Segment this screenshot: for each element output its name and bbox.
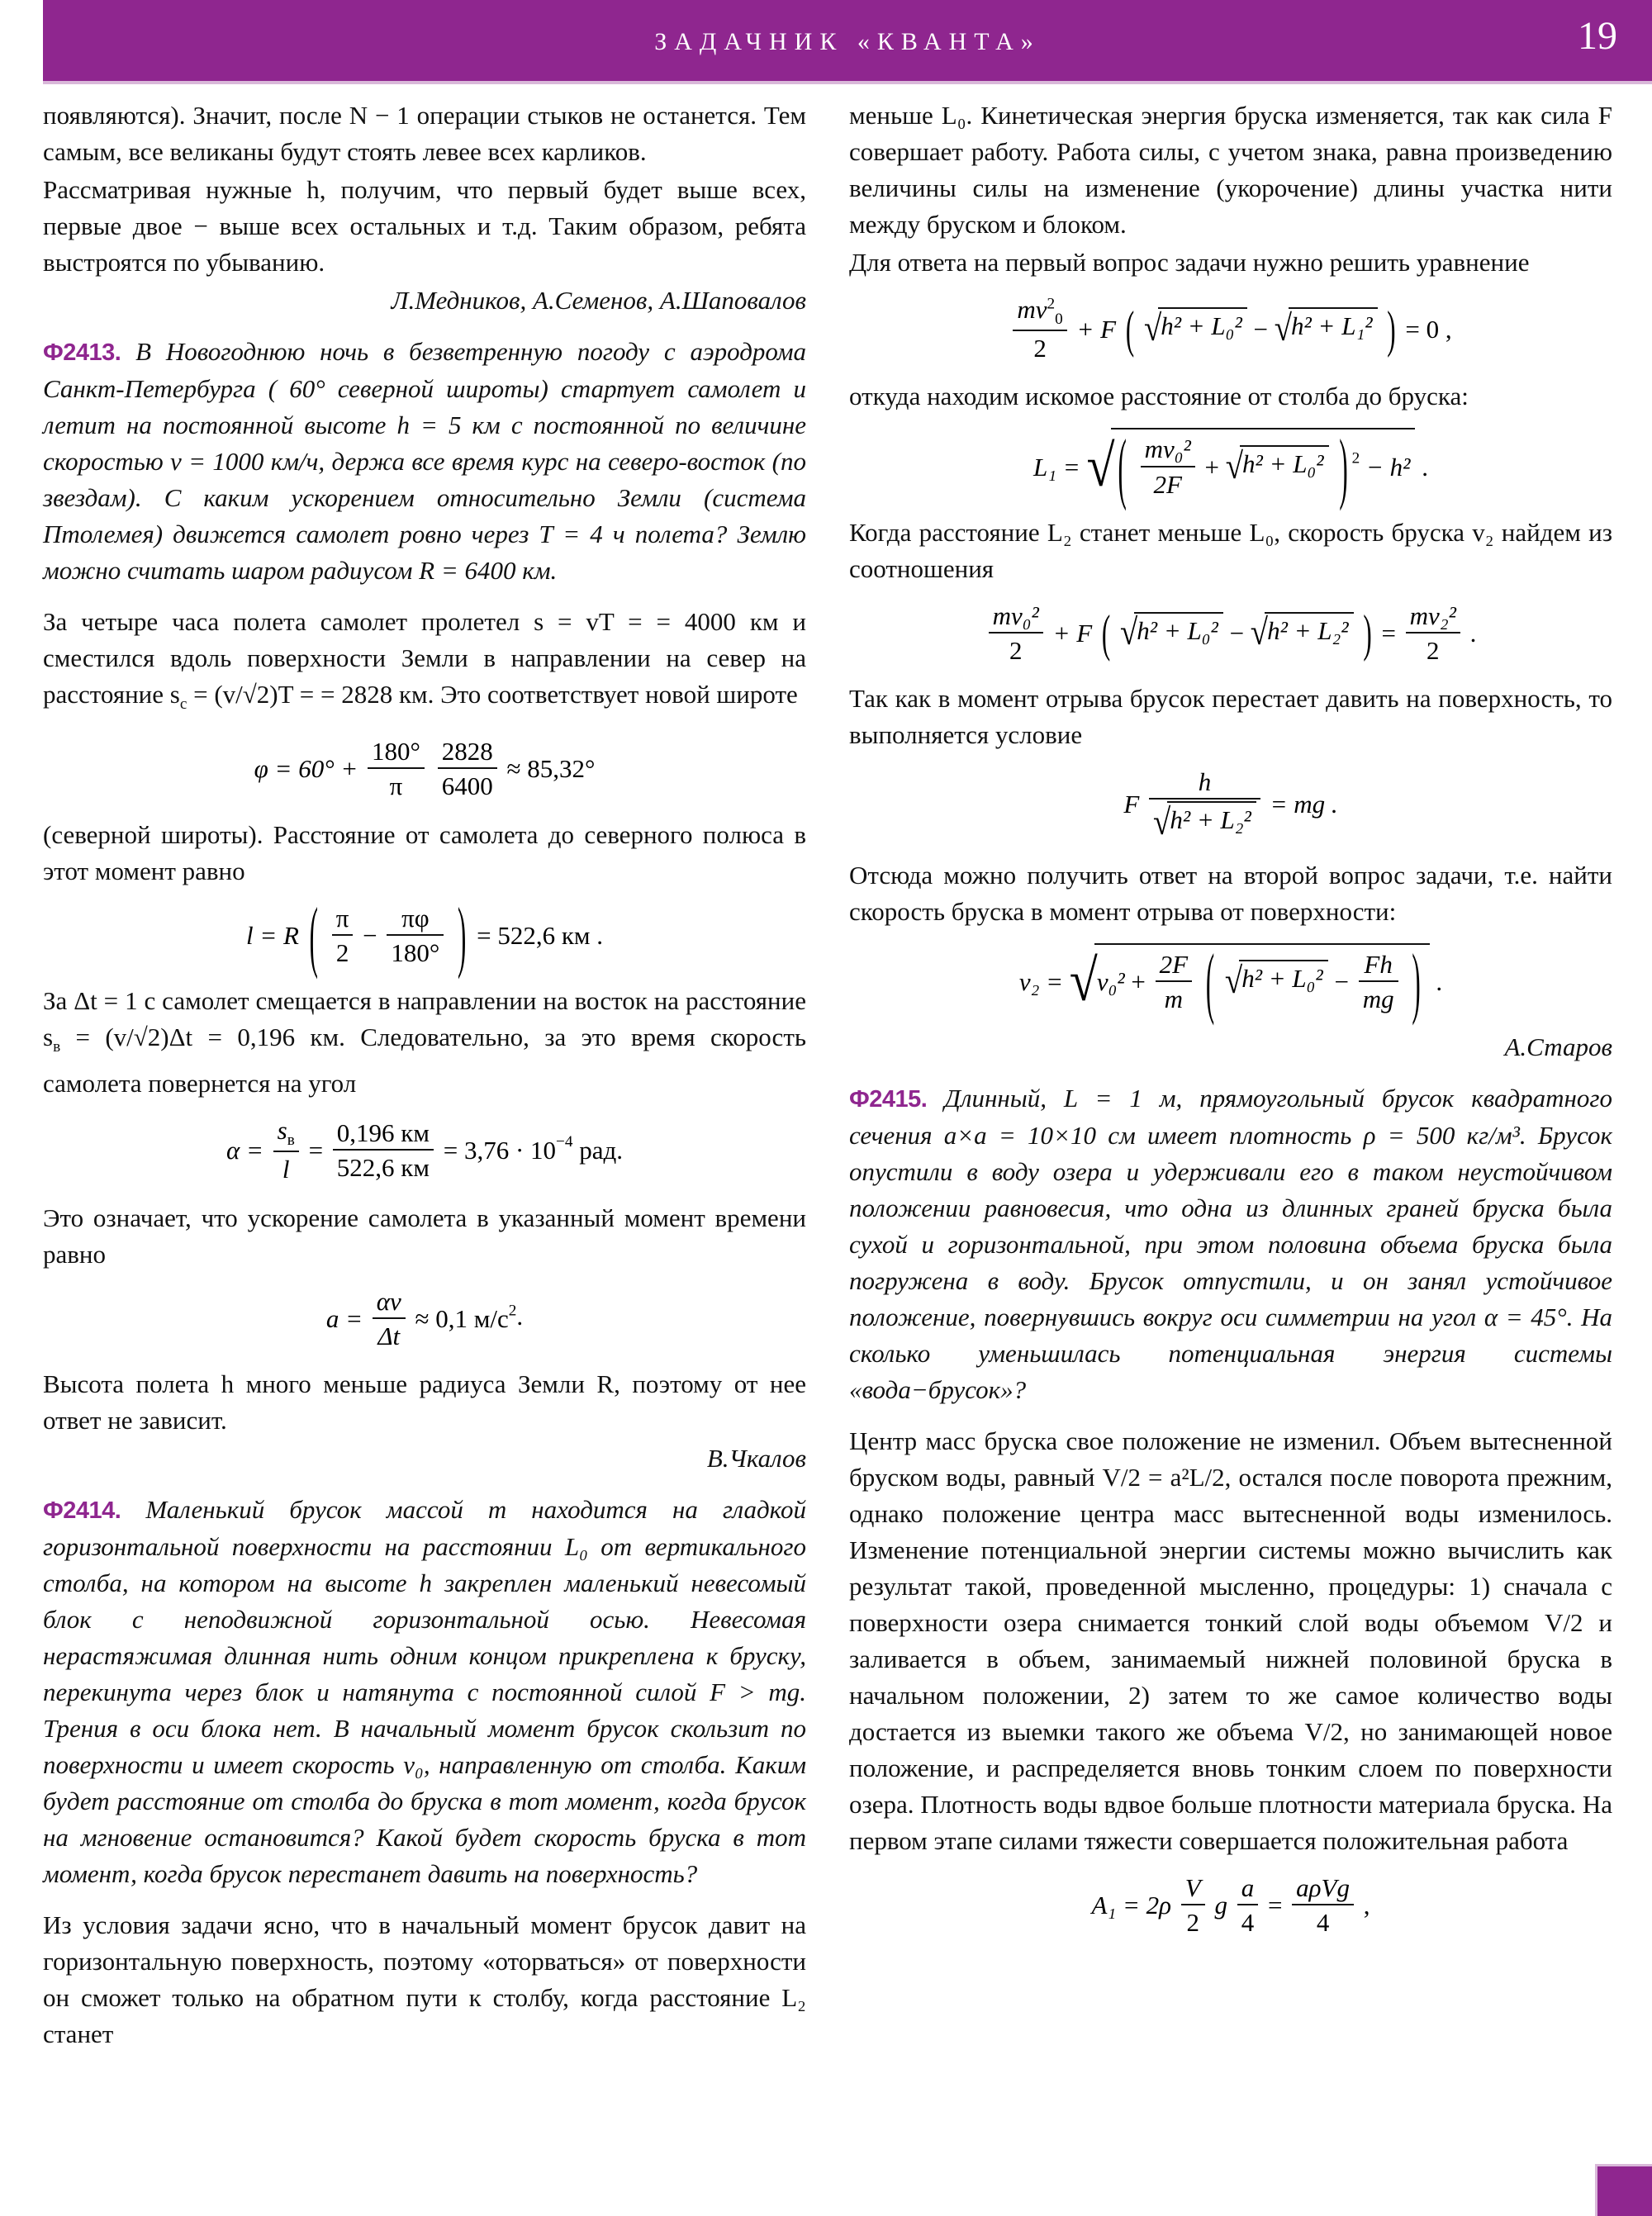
eq-a-fraction: [373, 1286, 406, 1351]
eq-L1-period: .: [1422, 452, 1428, 482]
sol-2413-part-b: = (v/√2)T = = 2828 км. Это соответствует новой широте: [187, 680, 798, 709]
eq-a-den: Δt: [377, 1321, 401, 1350]
eq-A1-equals: =: [1267, 1890, 1283, 1919]
eq-a-rhs: ≈ 0,1 м/с: [415, 1303, 509, 1333]
eq-v2-fh-num: Fh: [1359, 949, 1398, 982]
right-column: [849, 97, 1612, 2054]
eq-l-fraction-2: [387, 903, 444, 968]
author-credit-3: А.Старов: [1504, 1032, 1612, 1061]
eq-v2-minus: −: [1334, 966, 1349, 996]
eq-A1-comma: ,: [1363, 1890, 1370, 1919]
eq-l-f1-den: 2: [335, 937, 349, 967]
header-title: ЗАДАЧНИК «КВАНТА»: [654, 28, 1041, 55]
eq-v2-lhs: v₂ =: [1018, 966, 1064, 996]
solution-2414-para-1: Из условия задачи ясно, что в начальный момент брусок давит на горизонтальную поверхность, поэтому «оторваться» от поверхности он сможет только на обратном пути к столбу, когда расстояние L₂ станет: [43, 1910, 806, 2048]
equation-v2-result: v₂ = √v₀² + $\frac{2F}{m}$ ( √h² + L₀² − $\frac{Fh}{mg}$ ) .: [1018, 936, 1443, 1027]
problem-2415-label: Ф2415.: [849, 1085, 928, 1113]
eq-e2-num: mv₀²: [989, 600, 1043, 633]
equation-angle-alpha: [43, 1115, 806, 1184]
eq-A1-f3-den: 4: [1316, 1908, 1330, 1938]
eq-A1-g: g: [1214, 1890, 1227, 1919]
eq-A1-fraction-2: [1237, 1872, 1259, 1938]
author-credit-2: В.Чкалов: [706, 1443, 806, 1473]
eq-alpha-f1-num: s: [277, 1116, 287, 1146]
eq-break-den: h² + L₂²: [1167, 801, 1256, 835]
eq-a-exponent: 2: [508, 1302, 517, 1320]
eq-a-lhs: a =: [325, 1303, 363, 1333]
eq-alpha-lhs: α =: [225, 1135, 263, 1165]
eq-A1-f2-num: a: [1237, 1872, 1259, 1905]
eq-alpha-f1-num-sub: в: [287, 1132, 295, 1150]
eq-alpha-equals: =: [308, 1135, 324, 1165]
problem-2414-label: Ф2414.: [43, 1497, 121, 1524]
eq-e2-rhs-fraction: [1406, 600, 1460, 666]
eq-v2-sqrt: h² + L₀²: [1239, 960, 1328, 994]
eq-l-f1-num: π: [332, 903, 354, 936]
eq-L1-outer-exponent: 2: [1351, 449, 1360, 467]
equation-latitude-phi: [43, 736, 806, 801]
eq-l-lhs: l = R: [245, 920, 299, 950]
eq-A1-fraction-1: [1181, 1872, 1205, 1938]
page-header-bar: [43, 0, 1652, 81]
eq-e2-sqrt-1: h² + L₀²: [1134, 612, 1223, 646]
solution-2414-para-5: Когда расстояние L₂ станет меньше L₀, скорость бруска v₂ найдем из соотношения: [849, 517, 1612, 583]
eq-break-rhs: = mg .: [1270, 790, 1338, 819]
header-rule: [43, 81, 1652, 84]
eq-L1-plus: +: [1204, 452, 1220, 482]
eq-v2-coef-den: m: [1164, 984, 1184, 1013]
eq-e2-den: 2: [1009, 636, 1023, 665]
solution-2414-para-7: Отсюда можно получить ответ на второй вопрос задачи, т.е. найти скорость бруска в момент отрыва от поверхности:: [849, 860, 1612, 926]
eq-v2-plus: +: [1131, 966, 1146, 996]
problem-2414-text: Маленький брусок массой m находится на гладкой горизонтальной поверхности на расстоянии L₀ от вертикального столба, на котором на высоте h закреплен маленький невесомый блок с неподвижной горизонтальной осью. Невесомая нерастяжимая длинная нить одним концом прикреплена к бруску, перекинута через блок и натянута с постоянной силой F > mg. Трения в оси блока нет. В начальный момент брусок скользит по поверхности и имеет скорость v₀, направленную от столба. Каким будет расстояние от столба до бруска в тот момент, когда брусок на мгновение остановится? Какой будет скорость бруска в тот момент, когда брусок перестанет давить на поверхность?: [43, 1494, 807, 1888]
eq-A1-f1-num: V: [1181, 1872, 1205, 1905]
problem-2413-label: Ф2413.: [43, 339, 121, 366]
eq-v2-coef-num: 2F: [1156, 949, 1192, 982]
solution-2415-para-1: Центр масс бруска свое положение не изменил. Объем вытесненной бруском воды, равный V/2 = a²L/2, остался после поворота прежним, однако положение центра масс вытесненной воды изменилось. Изменение потенциальной энергии системы можно вычислить как результат такой, проведенной мысленно, процедуры: 1) сначала с поверхности озера снимается тонкий слой воды объемом V/2 и заливается в объем, занимаемый нижней половиной бруска в начальном положении, 2) затем то же самое количество воды достается из выемки такого же объема V/2, но занимающей новое положение, и распределяется вновь тонким слоем по поверхности озера. Плотность воды вдвое больше плотности материала бруска. На первом этапе силами тяжести совершается положительная работа: [849, 1426, 1612, 1855]
eq-alpha-f1-den: l: [282, 1155, 290, 1184]
eq-e1-num-sup: 2: [1047, 295, 1056, 313]
equation-energy-balance-2: $\frac{\text{mv₀²}}{2}$ + F ( √h² + L₀² − √h² + L₂² ) = $\frac{\text{mv₂²}}{2}$ .: [849, 600, 1612, 666]
eq-alpha-fraction-2: [333, 1117, 434, 1183]
eq-A1-lhs: A₁ = 2ρ: [1091, 1890, 1171, 1919]
eq-A1-f1-den: 2: [1186, 1908, 1199, 1938]
solution-2413-para-2: (северной широты). Расстояние от самолета до северного полюса в этот момент равно: [43, 819, 806, 885]
solution-2414-para-2: меньше L₀. Кинетическая энергия бруска изменяется, так как сила F совершает работу. Работа силы, с учетом знака, равна произведению величины силы на изменение (укорочение) длины участка нити между бруском и блоком.: [849, 101, 1612, 239]
problem-2413-text: В Новогоднюю ночь в безветренную погоду с аэродрома Санкт-Петербурга ( 60° северной широты) стартует самолет и летит на постоянной высоте h = 5 км с постоянной по величине скоростью v = 1000 км/ч, держа все время курс на северо-восток (по звездам). С каким ускорением относительно Земли (система Птолемея) движется самолет ровно через T = 4 ч полета? Землю можно считать шаром радиусом R = 6400 км.: [43, 337, 807, 585]
subscript-s-north: с: [179, 695, 188, 714]
problem-2414: [43, 1492, 806, 1892]
eq-v2-fh-den: mg: [1362, 984, 1394, 1013]
eq-phi-fraction-1: [368, 736, 425, 801]
eq-e2-rhs-num: mv₂²: [1406, 600, 1460, 633]
eq-phi-f2-den: 6400: [441, 771, 493, 801]
eq-L1-minus-h-squared: − h²: [1366, 452, 1411, 482]
problem-2413: [43, 334, 806, 589]
eq-e2-plus-F: + F: [1052, 618, 1093, 648]
eq-v2-period: .: [1436, 966, 1443, 996]
eq-e1-fraction: [1013, 294, 1066, 363]
equation-energy-balance-1: $\frac{mv^2_0}{2}$ + F ( √h² + L₀² − √h² + L₁² ) = 0 ,: [849, 294, 1612, 363]
eq-phi-f1-den: π: [389, 771, 403, 801]
eq-v2-fh-fraction: [1359, 949, 1398, 1014]
eq-e1-sqrt-2: h² + L₁²: [1289, 307, 1378, 341]
eq-e1-den: 2: [1033, 334, 1047, 363]
eq-v2-coef-fraction: [1156, 949, 1192, 1014]
eq-e1-rhs: = 0 ,: [1405, 314, 1452, 344]
eq-e2-equals: =: [1381, 618, 1396, 648]
solution-2414-para-4: откуда находим искомое расстояние от столба до бруска:: [849, 382, 1469, 411]
eq-alpha-f2-den: 522,6 км: [336, 1152, 430, 1182]
subscript-s-east: в: [53, 1038, 61, 1056]
eq-break-num: h: [1149, 766, 1260, 800]
eq-L1-inner-num: mv₀²: [1141, 434, 1195, 467]
equation-liftoff-condition: [849, 766, 1612, 842]
eq-a-num: αv: [373, 1286, 406, 1319]
equation-L1-result: L₁ = √ ( $\frac{\text{mv₀²}}{2F}$ + √h² + L₀² ) $^2$ − h² .: [1033, 421, 1428, 512]
two-column-body: [43, 97, 1612, 2054]
eq-L1-lhs: L₁ =: [1033, 452, 1080, 482]
eq-alpha-rhs: = 3,76 · 10: [443, 1135, 557, 1165]
equation-acceleration-a: [43, 1286, 806, 1351]
eq-e1-num: mv: [1017, 295, 1047, 324]
paragraph-continuation: появляются). Значит, после N − 1 операции стыков не останется. Тем самым, все великаны будут стоять левее всех карликов.: [43, 101, 806, 166]
left-column: [43, 97, 806, 2054]
problem-2415-text: Длинный, L = 1 м, прямоугольный брусок квадратного сечения a×a = 10×10 см имеет плотность ρ = 500 кг/м³. Брусок опустили в воду озера и удерживали его в таком неустойчивом положении равновесия, что одна из длинных граней бруска была сухой и горизонтальной, при этом половина объема бруска была погружена в воду. Брусок отпустили, и он занял устойчивое положение, повернувшись вокруг оси симметрии на угол α = 45°. На сколько уменьшилась потенциальная энергия системы «вода−брусок»?: [849, 1083, 1612, 1404]
eq-alpha-unit: рад.: [579, 1135, 624, 1165]
eq-alpha-fraction-1: [273, 1115, 299, 1184]
eq-l-f2-den: 180°: [391, 937, 440, 967]
sol-2413-part-a: За четыре часа полета самолет пролетел s = vT = = 4000 км и сместился вдоль поверхности Земли в направлении на север на расстояние s: [43, 607, 806, 709]
eq-e2-fraction: [989, 600, 1043, 666]
eq-e2-sqrt-2: h² + L₂²: [1265, 612, 1354, 646]
eq-phi-lhs: φ = 60° +: [254, 754, 358, 784]
eq-break-fraction: $\frac{h}{\text{√h² + L₂²}}$: [1149, 766, 1260, 842]
page-number: 19: [1578, 14, 1617, 58]
equation-distance-l: l = R ( $\frac{\pi}{2}$ − $\frac{\pi\varphi}{180^\circ}$ ) = 522,6 км .: [245, 890, 604, 980]
paragraph-giants-order: Рассматривая нужные h, получим, что первый будет выше всех, первые двое − выше всех остальных и т.д. Таким образом, ребята выстроятся по убыванию.: [43, 175, 806, 277]
eq-e1-plus-F: + F: [1076, 314, 1117, 344]
eq-v2-term-1: v₀²: [1096, 966, 1125, 996]
solution-2413-para-5: Высота полета h много меньше радиуса Земли R, поэтому от нее ответ не зависит.: [43, 1369, 806, 1435]
eq-phi-f2-num: 2828: [438, 736, 497, 769]
equation-work-A1: [849, 1872, 1612, 1938]
eq-l-rhs: = 522,6 км .: [477, 920, 604, 950]
sol-2413-p3-b: = (v/√2)Δt = 0,196 км. Следовательно, за это время скорость самолета повернется на угол: [43, 1022, 806, 1099]
eq-l-fraction-1: [332, 903, 354, 968]
eq-L1-inner-den: 2F: [1153, 469, 1182, 499]
problem-2415: [849, 1080, 1612, 1408]
eq-L1-inner-fraction: [1141, 434, 1195, 499]
eq-alpha-f2-num: 0,196 км: [333, 1117, 434, 1151]
solution-2413-para-1: [43, 604, 806, 723]
eq-e1-minus: −: [1253, 314, 1268, 344]
solution-2413-para-3: [43, 983, 806, 1102]
corner-decoration: [1595, 2164, 1652, 2216]
eq-l-minus: −: [363, 920, 377, 950]
eq-e2-minus: −: [1229, 618, 1245, 648]
eq-e2-period: .: [1469, 618, 1477, 648]
eq-e1-sqrt-1: h² + L₀²: [1158, 307, 1247, 341]
eq-A1-f3-num: aρVg: [1292, 1872, 1354, 1905]
eq-l-f2-num: πφ: [387, 903, 444, 936]
eq-alpha-exponent: −4: [556, 1133, 573, 1151]
eq-A1-fraction-3: [1292, 1872, 1354, 1938]
solution-2414-para-3: Для ответа на первый вопрос задачи нужно решить уравнение: [849, 248, 1530, 277]
eq-e1-num-sub: 0: [1055, 311, 1063, 329]
eq-phi-rhs: ≈ 85,32°: [506, 754, 596, 784]
eq-a-period: .: [516, 1301, 524, 1331]
eq-A1-f2-den: 4: [1241, 1908, 1255, 1938]
sol-2413-p3-a: За Δt = 1 с самолет смещается в направлении на восток на расстояние s: [43, 985, 806, 1051]
eq-L1-inner-sqrt: h² + L₀²: [1240, 445, 1329, 479]
eq-break-F: F: [1123, 790, 1140, 819]
eq-e2-rhs-den: 2: [1427, 636, 1440, 665]
author-credit-1: Л.Медников, А.Семенов, А.Шаповалов: [391, 286, 806, 315]
solution-2414-para-6: Так как в момент отрыва брусок перестает давить на поверхность, то выполняется условие: [849, 684, 1612, 750]
eq-phi-f1-num: 180°: [368, 736, 425, 769]
solution-2413-para-4: Это означает, что ускорение самолета в указанный момент времени равно: [43, 1203, 806, 1269]
eq-phi-fraction-2: [438, 736, 497, 801]
